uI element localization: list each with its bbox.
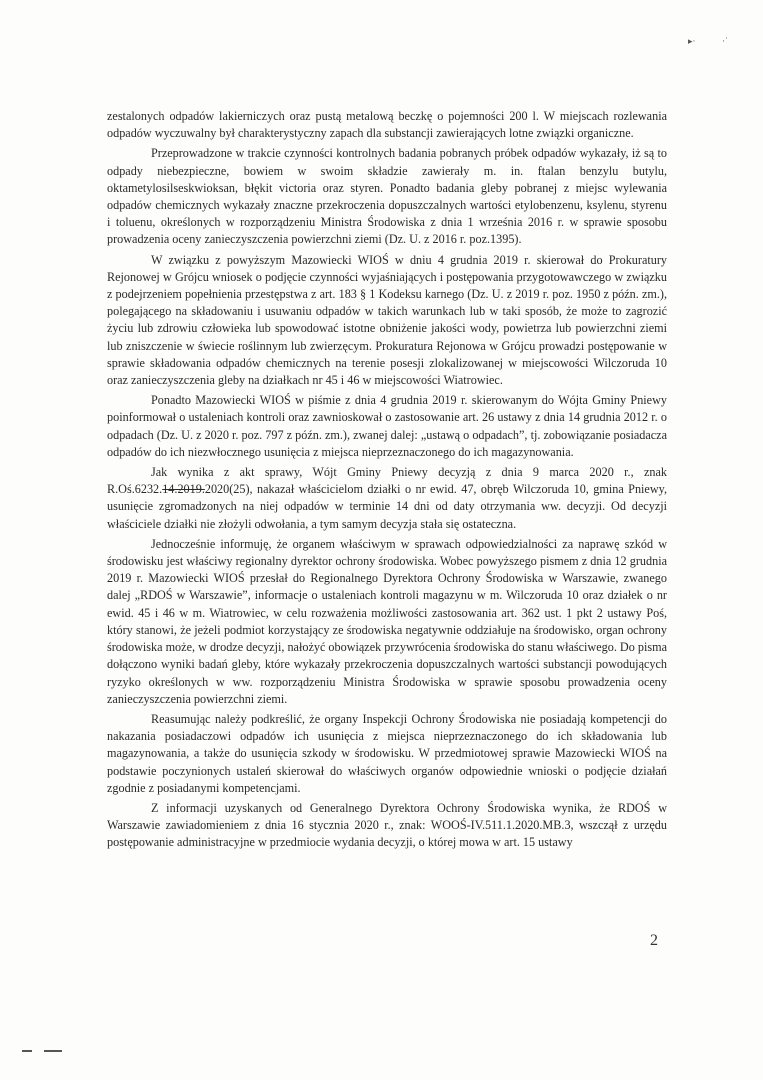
paragraph-4: Ponadto Mazowiecki WIOŚ w piśmie z dnia 4 grudnia 2019 r. skierowanym do Wójta Gminy Pniewy poinformował o ustaleniach kontroli oraz zawnioskował o zastosowanie art. 26 ustawy z dnia 14 grudnia 2012 r. o odpadach (Dz. U. z 2020 r. poz. 797 z późn. zm.), zwanej dalej: „ustawą o odpadach”, tj. zobowiązanie posiadacza odpadów do ich niezwłocznego usunięcia z miejsca nieprzeznaczonego do ich magazynowania. (107, 393, 667, 459)
paragraph-3: W związku z powyższym Mazowiecki WIOŚ w dniu 4 grudnia 2019 r. skierował do Prokuratury Rejonowej w Grójcu wniosek o podjęcie czynności wyjaśniających i postępowania przygotowawczego w związku z podejrzeniem popełnienia przestępstwa z art. 183 § 1 Kodeksu karnego (Dz. U. z 2019 r. poz. 1950 z późn. zm.), polegającego na składowaniu i usuwaniu odpadów w takich warunkach lub w taki sposób, że może to zagrozić życiu lub zdrowiu człowieka lub spowodować istotne obniżenie jakości wody, powietrza lub powierzchni ziemi lub zniszczenie w świecie roślinnym lub zwierzęcym. Prokuratura Rejonowa w Grójcu prowadzi postępowanie w sprawie składowania odpadów chemicznych na terenie posesji zlokalizowanej w miejscowości Wilczoruda 10 oraz zanieczyszczenia gleby na działkach nr 45 i 46 w miejscowości Wiatrowiec. (107, 252, 667, 388)
paragraph-8: Z informacji uzyskanych od Generalnego Dyrektora Ochrony Środowiska wynika, że RDOŚ w Warszawie zawiadomieniem z dnia 16 stycznia 2020 r., znak: WOOŚ-IV.511.1.2020.MB.3, wszczął z urzędu postępowanie administracyjne w przedmiocie wydania decyzji, o której mowa w art. 15 ustawy (107, 800, 667, 850)
scan-mark (44, 1050, 62, 1052)
page-number: 2 (650, 932, 658, 949)
scan-artifact: ·˙ (722, 36, 728, 46)
paragraph-5 (107, 464, 667, 533)
paragraph-2: Przeprowadzone w trakcie czynności kontrolnych badania pobranych próbek odpadów wykazały, iż są to odpady niebezpieczne, bowiem w swoim składzie zawierały m. in. ftalan benzylu butylu, oktametylosilseskwioksan, błękit victoria oraz styren. Ponadto badania gleby pobranej z miejsc wylewania odpadów chemicznych wykazały znaczne przekroczenia dopuszczalnych wartości etylobenzenu, ksylenu, styrenu i toluenu, określonych w rozporządzeniu Ministra Środowiska z dnia 1 września 2016 r. w sprawie sposobu prowadzenia oceny zanieczyszczenia powierzchni ziemi (Dz. U. z 2016 r. poz.1395). (107, 146, 667, 247)
paragraph-7: Reasumując należy podkreślić, że organy Inspekcji Ochrony Środowiska nie posiadają kompetencji do nakazania posiadaczowi odpadów ich usunięcia z miejsca nieprzeznaczonego do ich składowania lub magazynowania, a także do usunięcia szkody w środowisku. W przedmiotowej sprawie Mazowiecki WIOŚ na podstawie poczynionych ustaleń skierował do właściwych organów odpowiednie wnioski o podjęcie działań zgodnie z posiadanymi kompetencjami. (107, 711, 667, 795)
paragraph-6: Jednocześnie informuję, że organem właściwym w sprawach odpowiedzialności za naprawę szkód w środowisku jest właściwy regionalny dyrektor ochrony środowiska. Wobec powyższego pismem z dnia 12 grudnia 2019 r. Mazowiecki WIOŚ przesłał do Regionalnego Dyrektora Ochrony Środowiska w Warszawie, zwanego dalej „RDOŚ w Warszawie”, informacje o ustaleniach kontroli magazynu w m. Wilczoruda 10 oraz działek o nr ewid. 45 i 46 w m. Wiatrowiec, w celu rozważenia możliwości zastosowania art. 362 ust. 1 pkt 2 ustawy Poś, który stanowi, że jeżeli podmiot korzystający ze środowiska negatywnie oddziałuje na środowisko, organ ochrony środowiska może, w drodze decyzji, nałożyć obowiązek przywrócenia środowiska do stanu właściwego. Do pisma dołączono wyniki badań gleby, które wykazały przekroczenia dopuszczalnych wartości substancji powodujących ryzyko określonych w ww. rozporządzeniu Ministra Środowiska w sprawie sposobu prowadzenia oceny zanieczyszczenia powierzchni ziemi. (107, 536, 667, 706)
document-body (107, 108, 667, 855)
paragraph-5-text-before: Jak wynika z akt sprawy, Wójt Gminy Pniewy decyzją z dnia 9 marca 2020 r., znak R.Oś.6232. (107, 465, 667, 497)
scan-mark (22, 1050, 32, 1052)
paragraph-5-text-after: 2020(25), nakazał właścicielom działki o nr ewid. 47, obręb Wilczoruda 10, gmina Pniewy, usunięcie zgromadzonych na niej odpadów w terminie 14 dni od daty otrzymania ww. decyzji. Od decyzji właściciele działki nie złożyli odwołania, a tym samym decyzja stała się ostateczna. (107, 482, 667, 531)
paragraph-5-struck-text: 14.2019. (162, 482, 205, 497)
scan-artifact: ▸· (688, 36, 696, 46)
paragraph-1: zestalonych odpadów lakierniczych oraz pustą metalową beczkę o pojemności 200 l. W miejscach rozlewania odpadów wyczuwalny był charakterystyczny zapach dla substancji zawierających lotne związki organiczne. (107, 109, 667, 141)
